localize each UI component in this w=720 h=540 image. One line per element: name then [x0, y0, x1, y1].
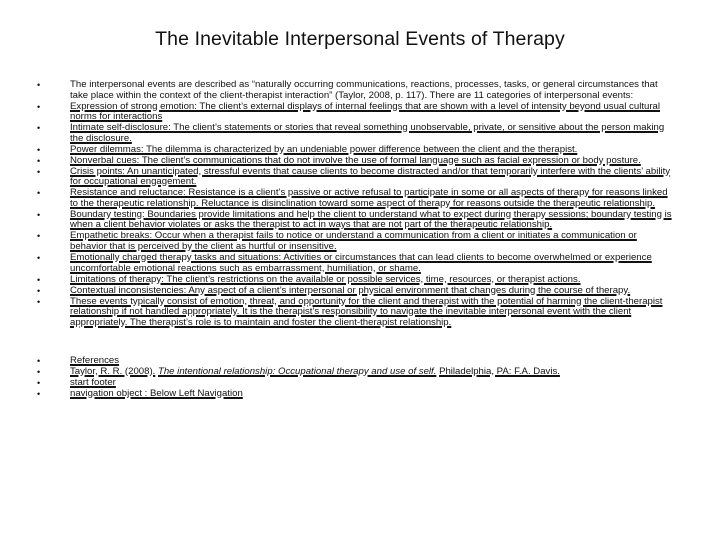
list-item-summary	[0, 297, 674, 329]
bullet: •	[37, 144, 41, 155]
charged-tasks-text: Emotionally charged therapy tasks and situations: Activities or circumstances that can lead clients to become overwhelmed or experience uncomfortable emotional reactions such as embarrassment, humiliation, or shame.	[70, 252, 652, 274]
crisis-points-text: Crisis points: An unanticipated, stressful events that cause clients to become distracted and/or that temporarily interfere with the clients’ ability for occupational engagement.	[70, 165, 671, 188]
nonverbal-cues-text: Nonverbal cues: The client’s communications that do not involve the use of formal language such as facial expression or body posture.	[70, 154, 641, 166]
resistance-text: Resistance and reluctance: Resistance is a client’s passive or active refusal to participate in some or all aspects of therapy for reasons linked to the therapeutic relationship. Reluctance is disinclination toward some aspect of therapy for reasons outside the therapeutic relationship.	[70, 187, 668, 209]
bullet: •	[37, 285, 41, 296]
page-title: The Inevitable Interpersonal Events of Therapy	[155, 28, 565, 50]
spacer	[0, 329, 720, 356]
bullet: •	[37, 166, 41, 177]
citation-tail: Philadelphia, PA: F.A. Davis.	[439, 365, 560, 377]
bullet: •	[37, 253, 41, 264]
bullet: •	[37, 296, 41, 307]
limitations-text: Limitations of therapy: The client’s restrictions on the available or possible services, time, resources, or therapist actions.	[70, 273, 581, 285]
nav-label: navigation object : Below Left Navigation	[70, 387, 243, 399]
list-item-empathetic-breaks	[0, 231, 674, 252]
power-dilemmas-text: Power dilemmas: The dilemma is characterized by an undeniable power difference between the client and the therapist.	[70, 143, 578, 155]
citation-title: The intentional relationship: Occupational therapy and use of self.	[157, 365, 437, 377]
bullet: •	[37, 80, 41, 90]
list-item-boundary-testing	[0, 210, 674, 231]
bullet: •	[37, 188, 41, 199]
bullet: •	[37, 355, 41, 366]
bullet: •	[37, 366, 41, 377]
empathetic-breaks-text: Empathetic breaks: Occur when a therapist fails to notice or understand a communication from a client or initiates a communication or behavior that is perceived by the client as hurtful or insensitive.	[70, 230, 637, 253]
bullet: •	[37, 274, 41, 285]
footer-label: start footer	[70, 376, 116, 388]
list-item-crisis-points	[0, 167, 674, 188]
summary-text: These events typically consist of emotion, threat, and opportunity for the client and therapist with the potential of harming the client-therapist relationship if not handled appropriately. It is the therapist’s responsibility to navigate the inevitable interpersonal event with the client appropriately. The therapist’s role is to maintain and foster the client-therapist relationship.	[70, 295, 663, 328]
contextual-text: Contextual inconsistencies: Any aspect of a client’s interpersonal or physical environment that changes during the course of therapy.	[70, 284, 631, 296]
list-item-charged-tasks	[0, 253, 674, 274]
bullet: •	[37, 209, 41, 220]
citation-lead: Taylor, R. R. (2008).	[70, 365, 156, 377]
list-item-resistance	[0, 188, 674, 209]
intro-text: The interpersonal events are described as “naturally occurring communications, reactions, processes, tasks, or general circumstances that take place within the context of the client-therapist interaction” (Taylor, 2008, p. 117). There are 11 categories of interpersonal events:	[70, 79, 658, 101]
strong-emotion-text: Expression of strong emotion: The client’s external displays of internal feelings that are shown with a level of intensity beyond usual cultural norms for interactions	[70, 100, 660, 123]
boundary-testing-text: Boundary testing: Boundaries provide limitations and help the client to understand what to expect during therapy sessions; boundary testing is when a client behavior violates or asks the therapist to act in ways that are not part of the therapeutic relationship.	[70, 208, 672, 231]
events-list	[0, 80, 720, 400]
bullet: •	[37, 377, 41, 388]
references-heading: References	[70, 354, 120, 366]
list-item-strong-emotion	[0, 102, 674, 123]
nav-label-item	[0, 389, 674, 400]
bullet: •	[37, 123, 41, 134]
bullet: •	[37, 231, 41, 242]
bullet: •	[37, 155, 41, 166]
bullet: •	[37, 101, 41, 112]
list-item-intro	[0, 80, 674, 101]
list-item-self-disclosure	[0, 123, 674, 144]
self-disclosure-text: Intimate self-disclosure: The client’s statements or stories that reveal something unobservable, private, or sensitive about the person making the disclosure.	[70, 122, 665, 144]
bullet: •	[37, 388, 41, 399]
